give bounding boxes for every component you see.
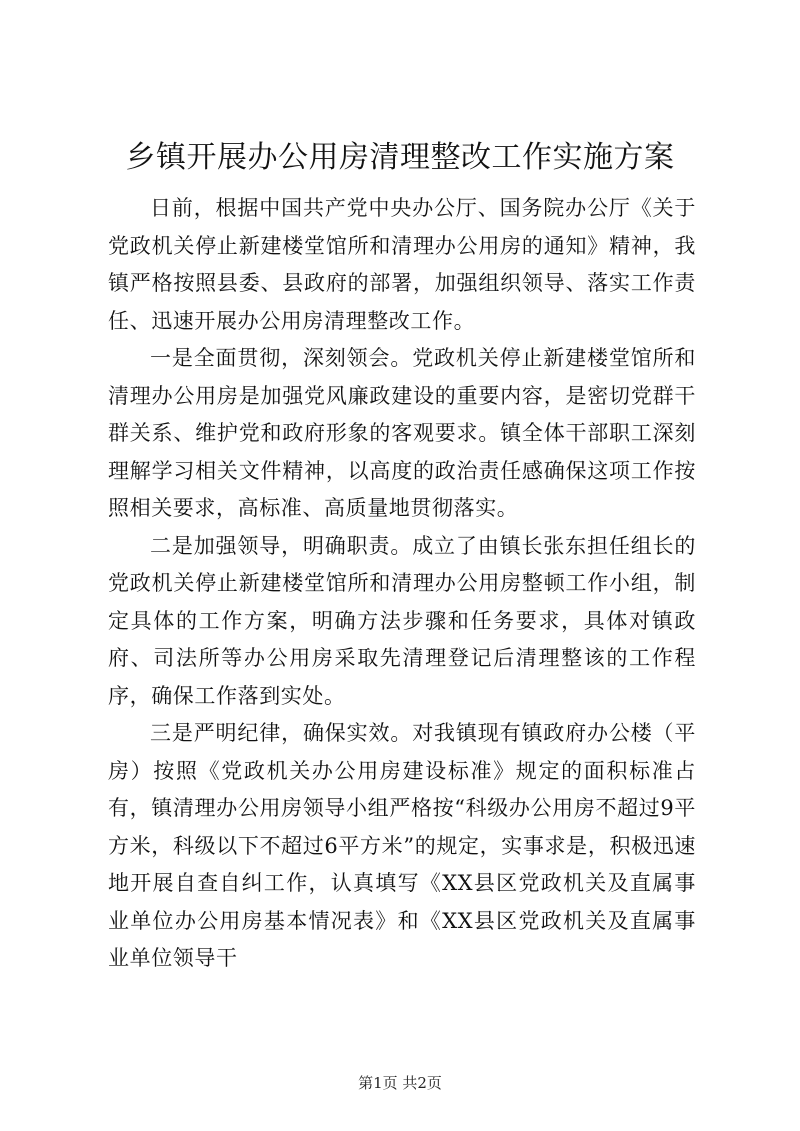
document-body xyxy=(108,190,696,978)
page-footer: 第1页 共2页 xyxy=(358,1074,442,1092)
paragraph-point-one: 一是全面贯彻，深刻领会。党政机关停止新建楼堂馆所和清理办公用房是加强党风廉政建设的重要内容，是密切党群干群关系、维护党和政府形象的客观要求。镇全体干部职工深刻理解学习相关文件精神，以高度的政治责任感确保这项工作按照相关要求，高标准、高质量地贯彻落实。 xyxy=(108,346,696,520)
paragraph-intro: 日前，根据中国共产党中央办公厅、国务院办公厅《关于党政机关停止新建楼堂馆所和清理办公用房的通知》精神，我镇严格按照县委、县政府的部署，加强组织领导、落实工作责任、迅速开展办公用房清理整改工作。 xyxy=(108,196,696,333)
paragraph-point-three: 三是严明纪律，确保实效。对我镇现有镇政府办公楼（平房）按照《党政机关办公用房建设标准》规定的面积标准占有，镇清理办公用房领导小组严格按“科级办公用房不超过9平方米，科级以下不超过6平方米”的规定，实事求是，积极迅速地开展自查自纠工作，认真填写《XX县区党政机关及直属事业单位办公用房基本情况表》和《XX县区党政机关及直属事业单位领导干 xyxy=(108,721,696,970)
paragraph-point-two: 二是加强领导，明确职责。成立了由镇长张东担任组长的党政机关停止新建楼堂馆所和清理办公用房整顿工作小组，制定具体的工作方案，明确方法步骤和任务要求，具体对镇政府、司法所等办公用房采取先清理登记后清理整该的工作程序，确保工作落到实处。 xyxy=(108,533,696,708)
document-title: 乡镇开展办公用房清理整改工作实施方案 xyxy=(125,140,675,175)
